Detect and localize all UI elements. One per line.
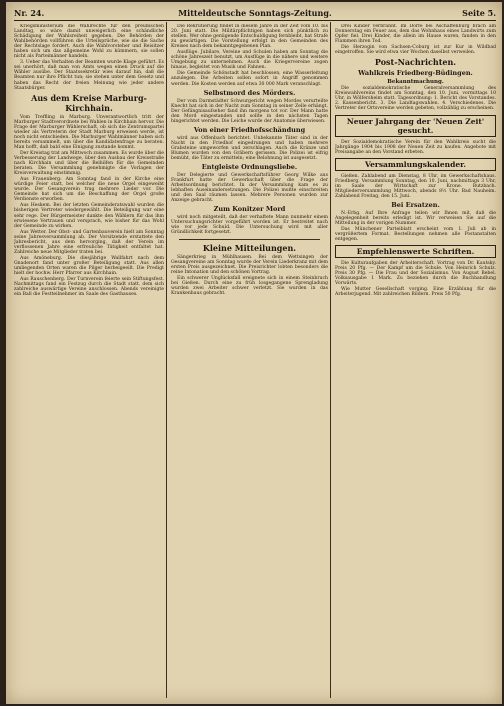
column-3 [335,24,496,698]
article-paragraph: Kriegsministerium die Wahlrechte für den preußischen Landtag, so wäre damit unweigerlich eine schändliche Schädigung der Wahlsreiheit gegeben. Die Behörden der Wahlbehörden vollführen die Urteilsprüche, wie sie die Sache der Rechtslage fordert. Auch die Wahlvorsteher und Beisitzer haben sich um das allgemeine Wohl zu kümmern, sie sollen nicht als Parteimänner handeln. [14,24,164,60]
article-paragraph: Aus Amöneburg. Die diesjährige Wallfahrt nach dem Gnadenort fand unter großer Beteiligung statt. Aus allen umliegenden Orten waren die Pilger herbeigeeilt. Die Predigt hielt der hochw. Herr Pfarrer aus Kirchhain. [14,255,164,277]
article-paragraph: Der Sozialdemokratische Verein für den Wahlkreis sucht die Jahrgänge 1904 bis 1908 der Neuen Zeit zu kaufen. Angebote mit Preisangabe an den Vorstand erbeten. [335,139,496,155]
article-heading: Entgleiste Ordnungsliebe. [201,163,298,172]
article-paragraph: Aus Heskem. Bei der letzten Gemeinderatswahl wurden die bisherigen Vertreter wiedergewählt. Die Beteiligung war eine sehr rege. Der Bürgermeister dankte den Wählern für das ihm erwiesene Vertrauen und versprach, wie bisher für das Wohl der Gemeinde zu wirken. [14,203,164,229]
column-divider [166,22,167,698]
article-paragraph: Sängerkrieg in Mühlhausen. Bei dem Wettsingen der Gesangvereine am Sonntag wurde der Verein Liederkranz mit dem ersten Preis ausgezeichnet. Die Preisrichter lobten besonders die reine Intonation und den schönen Vortrag. [171,254,328,275]
article-paragraph: Die Kulturaufgaben der Arbeiterschaft. Vortrag von Dr. Kautsky. Preis 20 Pfg. — Der Kampf um die Schule. Von Heinrich Schulz. Preis 30 Pfg. — Die Frau und der Sozialismus. Von August Bebel. Volksausgabe 1 Mark. Zu beziehen durch die Buchhandlung Vorwärts. [335,261,496,287]
divider [179,239,320,240]
article-paragraph: Aus Frauenberg: Am Sonntag fand in der Kirche eine würdige Feier statt, bei welcher die neue Orgel eingeweiht wurde. Der Gesangverein trug mehrere Lieder vor. Die Gemeinde hat sich um die Beschaffung der Orgel große Verdienste erworben. [14,177,164,203]
article-paragraph: wird noch mitgeteilt, daß der verhaftete Mann nunmehr einem Untersuchungsrichter vorgeführt worden ist. Er bestreitet nach wie vor jede Schuld. Die Untersuchung wird mit aller Gründlichkeit fortgesetzt. [171,215,328,236]
article-paragraph: Aus Wetter. Der Obst- und Gartenbauverein hielt am Sonntag seine Jahresversammlung ab. Der Vorsitzende erstattete den Jahresbericht, aus dem hervorging, daß der Verein im verflossenen Jahre eine erfreuliche Tätigkeit entfaltet hat. Zahlreiche neue Mitglieder traten bei. [14,229,164,255]
page-number: Seite 5. [462,8,496,18]
article-paragraph: Der Delegierte und Gewerkschaftsführer Georg Wilke aus Frankfurt hatte der Gewerkschaft über die Frage der Arbeitsordnung berichtet. In der Versammlung kam es zu lebhaften Auseinandersetzungen. Die Polizei mußte einschreiten und den Saal räumen lassen. Mehrere Personen wurden zur Anzeige gebracht. [171,173,328,204]
article-paragraph: Die Rekrutierung findet in diesem Jahre in der Zeit vom 10. bis 20. Juni statt. Die Militärpflichtigen haben sich pünktlich zu stellen. Wer ohne genügende Entschuldigung fernbleibt, hat Strafe zu gewärtigen. Die Vorstellung erfolgt in den Gemeinden des Kreises nach dem bekanntgegebenen Plan. [171,24,328,50]
column-divider [330,22,331,698]
column-2 [171,24,328,698]
boxed-heading: Neuer Jahrgang der 'Neuen Zeit' gesucht. [335,115,496,137]
article-paragraph: Der vom Darmstädter Schwurgericht wegen Mordes verurteilte Knecht hat sich in der Nacht zum Sonntag in seiner Zelle erhängt. Der Gefängnisaufseher fand ihn morgens tot vor. Der Mann hatte den Mord eingestanden und sollte in den nächsten Tagen hingerichtet werden. Die Leiche wurde der Anatomie überwiesen. [171,98,328,124]
article-heading: Bei Ersatzen. [391,200,440,209]
article-paragraph: Vom Treffling in Marburg. Unverantwortlich tritt der Marburger Stadtverordnete bei Wahlen in Kirchhain hervor. Die Frage der Marburger Wählerschaft, ob sich die Zentrumspartei wieder als Vertreterin der Stadt Marburg erweisen werde, ist noch nicht entschieden. Die Marburger Wahlmänner haben sich bereits versammelt, um über die Kandidatenfrage zu beraten. Man hofft, daß bald eine Einigung zustande kommt. [14,114,164,150]
article-paragraph: Wie Mutter Gesellschaft vorging. Eine Erzählung für die Arbeiterjugend. Mit zahlreichen Bildern. Preis 50 Pfg. [335,287,496,298]
section-heading: Post-Nachrichten. [374,57,457,68]
section-heading: Kleine Mitteilungen. [202,242,297,253]
article-paragraph: Gießen. Zahlabend am Dienstag, 8 Uhr, im Gewerkschaftshaus. Friedberg. Versammlung Sonntag, den 10. Juni, nachmittags 3 Uhr, im Saale der Wirtschaft zur Krone. Butzbach. Mitgliederversammlung Mittwoch, abends 8½ Uhr. Bad Nauheim. Zahlabend Freitag, den 15. Juni. [335,173,496,199]
newspaper-title: Mitteldeutsche Sonntags-Zeitung. [178,8,332,18]
article-paragraph: Drei Kinder verbrannt. Im Dorfe bei Aschaffenburg brach am Donnerstag ein Feuer aus, dem das Wohnhaus eines Landwirts zum Opfer fiel. Drei Kinder, die allein im Hause waren, fanden in den Flammen ihren Tod. [335,24,496,45]
article-paragraph: Aus Rauschenberg. Der Turnverein feierte sein Stiftungsfest. Nachmittags fand ein Festzug durch die Stadt statt, dem sich zahlreiche auswärtige Vereine anschlossen. Abends vereinigte ein Ball die Festteilnehmer im Saale des Gasthauses. [14,277,164,298]
issue-number: Nr. 24. [14,8,45,18]
article-heading: Zum Konitzer Mord [213,205,286,214]
article-paragraph: Das Münchener Parteiblatt erscheint vom 1. Juli ab in vergrößertem Format. Bestellungen nehmen alle Postanstalten entgegen. [335,227,496,243]
article-paragraph: Ein schwerer Unglücksfall ereignete sich in einem Steinbruch bei Gießen. Durch eine zu früh losgegangene Sprengladung wurden zwei Arbeiter schwer verletzt. Sie wurden in das Krankenhaus gebracht. [171,275,328,296]
article-paragraph: Die sozialdemokratische Generalversammlung des Kreiswahlvereins findet am Sonntag, den 10. Juni, vormittags 10 Uhr, in Wölfersheim statt. Tagesordnung: 1. Bericht des Vorstandes. 2. Kassenbericht. 3. Die Landtagswahlen. 4. Verschiedenes. Die Vertreter der Ortsvereine werden gebeten, vollzählig zu erscheinen. [335,86,496,112]
article-paragraph: N.-Erbg. Auf Ihre Anfrage teilen wir Ihnen mit, daß die Angelegenheit bereits erledigt ist. Wir verweisen Sie auf die Mitteilung in der vorigen Nummer. [335,210,496,226]
article-heading: Wahlkreis Friedberg-Büdingen. [358,69,473,78]
column-1 [14,24,164,698]
article-paragraph: Der Kreistag trat am Mittwoch zusammen. Es wurde über die Verbesserung der Landwege, über den Ausbau der Kreisstraße nach Kirchhain und über die Beihilfen für die Gemeinden beraten. Die Versammlung genehmigte die Vorlagen der Kreisverwaltung einstimmig. [14,150,164,177]
article-paragraph: Die Gemeinde Schönstadt hat beschlossen, eine Wasserleitung anzulegen. Die Arbeiten sollen sofort in Angriff genommen werden. Die Kosten werden auf etwa 30 000 Mark veranschlagt. [171,71,328,87]
article-heading: Von einer Friedhofsschändung [193,125,306,134]
article-paragraph: wird aus Offenbach berichtet. Unbekannte Täter sind in der Nacht in den Friedhof eingedrungen und haben mehrere Grabsteine umgeworfen und zerschlagen. Auch die Kränze und Blumen wurden von den Gräbern gerissen. Die Polizei ist eifrig bemüht, die Täter zu ermitteln; eine Belohnung ist ausgesetzt. [171,135,328,161]
boxed-heading: Empfehlenswerte Schriften. [335,245,496,258]
page-header [14,6,496,21]
article-paragraph: Ausflüge. Jubilare, Vereine und Schulen haben am Sonntag die schöne Jahreszeit benutzt, um Ausflüge in die nähere und weitere Umgebung zu unternehmen. Auch die Kriegervereine zogen hinaus, begleitet von Musik und Fahnen. [171,50,328,71]
article-paragraph: Die Herzogin von Sachsen-Coburg ist zur Kur in Wildbad eingetroffen. Sie wird etwa vier Wochen daselbst verweilen. [335,45,496,56]
boxed-heading: Versammlungskalender. [335,158,496,171]
section-heading: Aus dem Kreise Marburg-Kirchhain. [31,92,147,113]
article-subheading: Bekanntmachung. [387,79,444,86]
newspaper-page [6,2,502,704]
article-paragraph: 3. Ueber das Verhalten der Beamten wurde Klage geführt. Es sei unerhört, daß man von Amts wegen einen Druck auf die Wähler ausübe. Der Staatssekretär wies darauf hin, daß die Beamten nur ihre Pflicht tun; sie stehen unter dem Gesetz und haben das Recht der freien Meinung wie jeder andere Staatsbürger. [14,60,164,91]
article-heading: Selbstmord des Mörders. [203,88,296,97]
